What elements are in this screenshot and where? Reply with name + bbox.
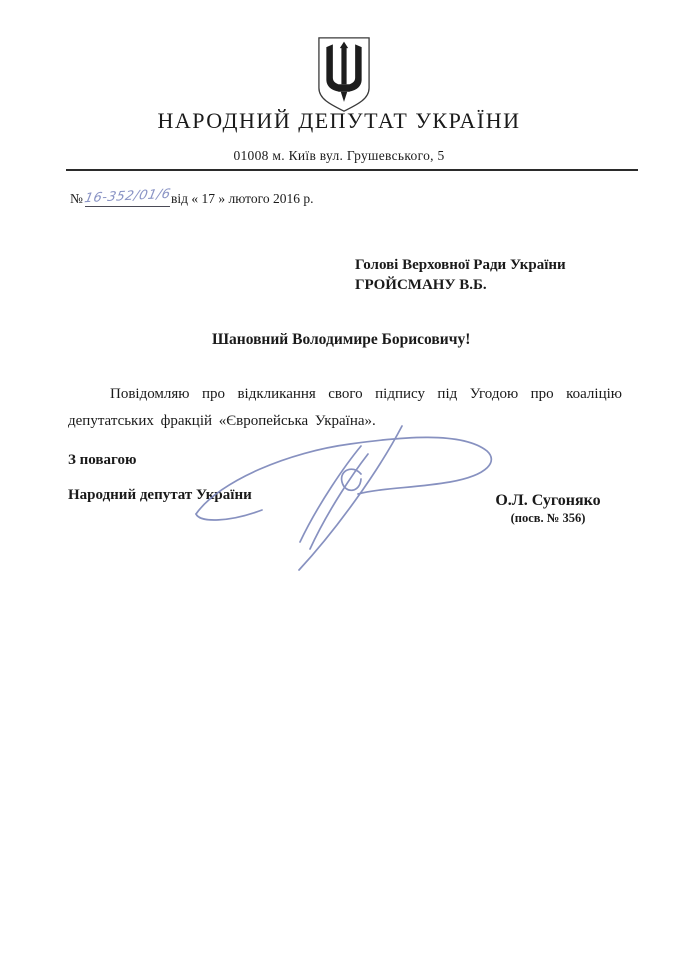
signer-name: О.Л. Сугоняко	[495, 492, 601, 509]
body-paragraph: Повідомляю про відкликання свого підпису під Угодою про коаліцію депутатських фракцій «Європейська Україна».	[68, 386, 622, 429]
addressee-block	[355, 256, 566, 295]
letterhead-address: 01008 м. Київ вул. Грушевського, 5	[233, 148, 445, 163]
letterhead-title: НАРОДНИЙ ДЕПУТАТ УКРАЇНИ	[157, 108, 521, 133]
signer-name-block	[480, 491, 616, 526]
ref-number-blank	[82, 186, 172, 207]
ref-number-label: №	[70, 191, 83, 206]
reference-line	[70, 186, 314, 208]
addressee-line2: ГРОЙСМАНУ В.Б.	[355, 276, 487, 293]
salutation: Шановний Володимире Борисовичу!	[212, 331, 471, 348]
tryzub-emblem-icon	[314, 36, 374, 114]
handwritten-ref-number: 16-352/01/6	[82, 186, 172, 207]
closing-regards: З повагою	[68, 452, 137, 468]
signer-credential: (посв. № 356)	[510, 511, 586, 525]
letterhead-divider	[66, 169, 638, 171]
addressee-line1: Голові Верховної Ради України	[355, 257, 566, 273]
signer-position: Народний депутат України	[68, 487, 252, 503]
ref-date: від « 17 » лютого 2016 р.	[171, 191, 314, 206]
